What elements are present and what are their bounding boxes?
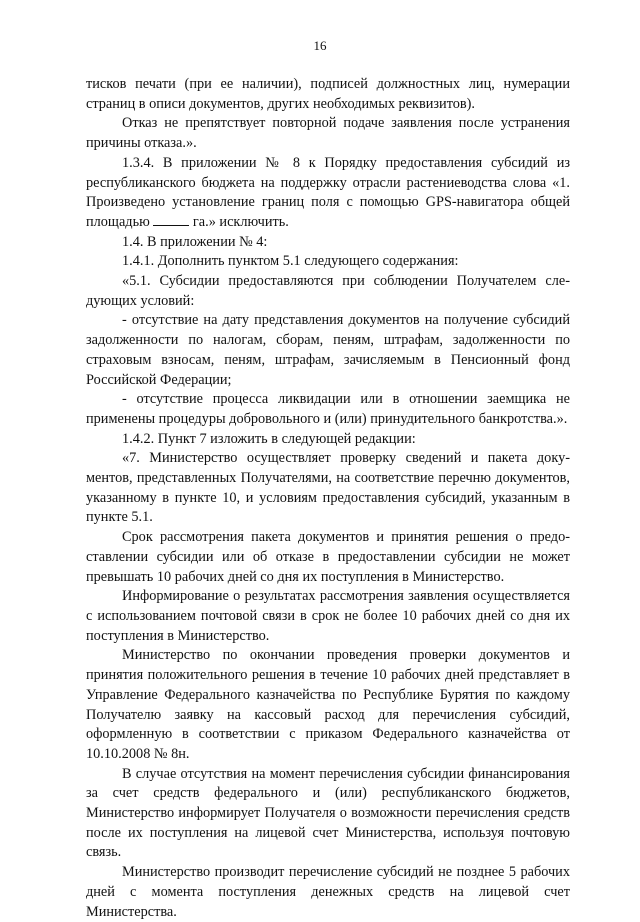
paragraph-1-4: 1.4. В приложении № 4: <box>122 233 268 250</box>
paragraph-1-4-2: 1.4.2. Пункт 7 изложить в следующей редакции: <box>122 430 416 447</box>
paragraph-1-3-4 <box>86 154 570 233</box>
blank-fill-line <box>153 213 189 226</box>
paragraph-1-3-4-text: 1.3.4. В приложении № 8 к Порядку предоставления субсидий из республиканского бюджета на поддержку отрасли растениеводства слова «1. Произведено установление границ поля с помощью GPS-навигатора общей площадью <box>86 154 570 230</box>
paragraph-condition-liquidation: - отсутствие процесса ликвидации или в отношении заемщика не применены процедуры добровольного и (или) принудительного банкротства.». <box>86 391 570 427</box>
paragraph-refusal-note: Отказ не препятствует повторной подаче заявления после устранения причины отказа.». <box>86 115 570 152</box>
paragraph-5-1: «5.1. Субсидии предоставляются при соблюдении Получателем следующих условий: <box>86 273 570 309</box>
paragraph-review-period: Срок рассмотрения пакета документов и принятия решения о предоставлении субсидии или об отказе в предоставлении субсидии не может превышать 10 рабочих дней со дня их поступления в Министерство. <box>86 529 570 585</box>
document-body <box>86 75 570 922</box>
page-number: 16 <box>313 38 327 53</box>
paragraph-1-4-1: 1.4.1. Дополнить пунктом 5.1 следующего содержания: <box>122 253 459 270</box>
paragraph-no-funding: В случае отсутствия на момент перечисления субсидии финансирования за счет средств федерального и (или) республиканского бюджетов, Министерство информирует Получателя о возможности перечисления средств после их поступления на лицевой счет Министерства, используя почтовую связь. <box>86 765 570 861</box>
paragraph-notification: Информирование о результатах рассмотрения заявления осуществляется с использованием почтовой связи в срок не более 10 рабочих дней со дня их поступления в Министерство. <box>86 588 570 644</box>
paragraph-condition-debts: - отсутствие на дату представления документов на получение субсидий задолженности по налогам, сборам, пеням, штрафам, задолженности по страховым взносам, пеням, штрафам, зачисляемым в Пенсионный фонд Российской Федерации; <box>86 312 570 388</box>
paragraph-transfer-deadline: Министерство производит перечисление субсидий не позднее 5 рабочих дней с момента поступления денежных средств на лицевой счет Министерства. <box>86 864 570 920</box>
paragraph-7: «7. Министерство осуществляет проверку сведений и пакета документов, представленных Получателями, на соответствие перечню документов, указанному в пункте 10, и условиям предоставления субсидий, указанным в пункте 5.1. <box>86 450 570 526</box>
paragraph-treasury-request: Министерство по окончании проведения проверки документов и принятия положительного решения в течение 10 рабочих дней представляет в Управление Федерального казначейства по Республике Бурятия по каждому Получателю заявку на кассовый расход для перечисления субсидий, оформленную в соответствии с приказом Федерального казначейства от 10.10.2008 № 8н. <box>86 647 570 762</box>
paragraph-continuation: тисков печати (при ее наличии), подписей должностных лиц, нумерации страниц в описи документов, других необходимых реквизитов). <box>86 76 570 112</box>
paragraph-1-3-4-tail: га.» исключить. <box>192 213 289 230</box>
